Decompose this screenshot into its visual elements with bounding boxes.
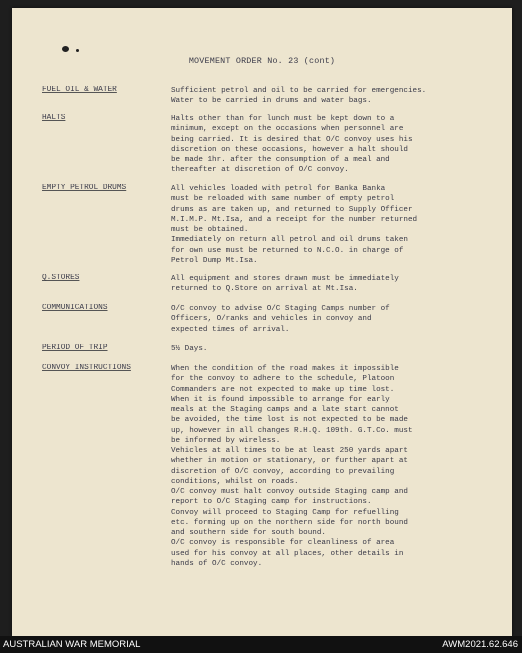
text-line: and southern side for south bound. [171,529,326,537]
section-body [171,86,506,107]
text-line: O/C convoy is responsible for cleanliness of area [171,539,395,548]
text-line: etc. forming up on the northern side for north bound [171,518,408,527]
text-line: used for his convoy at all places, other details in [171,549,404,558]
text-line: Water to be carried in drums and water bags. [171,97,372,106]
archive-footer [0,636,522,653]
text-line: for own use must be returned to N.C.O. in charge of [171,246,404,255]
text-line: Sufficient petrol and oil to be carried for emergencies. [171,87,427,95]
footer-institution: AUSTRALIAN WAR MEMORIAL [3,639,141,650]
text-line: When the condition of the road makes it impossible [171,365,399,373]
text-line: Officers, O/ranks and vehicles in convoy and [171,315,372,324]
section-label: CONVOY INSTRUCTIONS [42,364,131,372]
text-line: Convoy will proceed to Staging Camp for refuelling [171,508,399,517]
text-line: must be reloaded with same number of empty petrol [171,195,395,204]
text-line: M.I.M.P. Mt.Isa, and a receipt for the number returned [171,215,418,224]
text-line: being carried. It is desired that O/C convoy uses his [171,135,413,144]
document-title: MOVEMENT ORDER No. 23 (cont) [188,56,336,66]
text-line: thereafter at discretion of O/C convoy. [171,166,349,175]
section-label: EMPTY PETROL DRUMS [42,184,127,192]
text-line: discretion on these occasions, however a halt should [171,145,408,154]
section-label: Q.STORES [42,274,80,282]
text-line: All vehicles loaded with petrol for Banka Banka [171,185,386,193]
section-label: FUEL OIL & WATER [42,86,117,94]
text-line: Halts other than for lunch must be kept down to a [171,115,395,123]
hole-punch-mark-small [76,49,79,52]
text-line: O/C convoy to advise O/C Staging Camps number of [171,305,390,313]
text-line: expected times of arrival. [171,325,290,334]
text-line: Vehicles at all times to be at least 250 yards apart [171,447,408,455]
section-body [171,274,506,295]
text-line: 5½ Days. [171,345,208,353]
text-line: Petrol Dump Mt.Isa. [171,256,258,265]
text-line: minimum, except on the occasions when personnel are [171,125,404,134]
text-line: discretion of O/C convoy, according to prevailing [171,467,395,476]
section-body [171,184,506,266]
text-line: for the convoy to adhere to the schedule, Platoon [171,375,395,384]
text-line: conditions, whilst on roads. [171,477,299,486]
text-line: O/C convoy must halt convoy outside Staging camp and [171,488,408,496]
text-line: report to O/C Staging camp for instructions. [171,498,372,507]
text-line: hands of O/C convoy. [171,559,263,568]
section-body [171,304,506,335]
text-line: whether in motion or stationary, or further apart at [171,457,408,466]
section-label: HALTS [42,114,66,122]
text-line: be informed by wireless. [171,436,281,445]
footer-accession-number: AWM2021.62.646 [442,639,518,650]
section-body [171,364,506,569]
hole-punch-mark [62,46,69,52]
section-body [171,114,506,176]
text-line: returned to Q.Store on arrival at Mt.Isa. [171,285,358,294]
text-line: must be obtained. [171,226,249,234]
text-line: be made 1hr. after the consumption of a meal and [171,156,390,164]
text-line: drums as are taken up, and returned to Supply Officer [171,205,413,214]
text-line: All equipment and stores drawn must be immediately [171,275,399,283]
text-line: When it is found impossible to arrange for early [171,395,390,404]
text-line: Commanders are not expected to make up time lost. [171,385,395,394]
text-line: Immediately on return all petrol and oil drums taken [171,236,408,245]
text-line: meals at the Staging camps and a late start cannot [171,406,399,414]
text-line: be avoided, the time lost is not expected to be made [171,416,408,425]
text-line: up, however in all changes R.H.Q. 109th. G.T.Co. must [171,426,413,435]
document-page [12,8,512,636]
section-label: COMMUNICATIONS [42,304,108,312]
section-body [171,344,506,354]
section-label: PERIOD OF TRIP [42,344,108,352]
